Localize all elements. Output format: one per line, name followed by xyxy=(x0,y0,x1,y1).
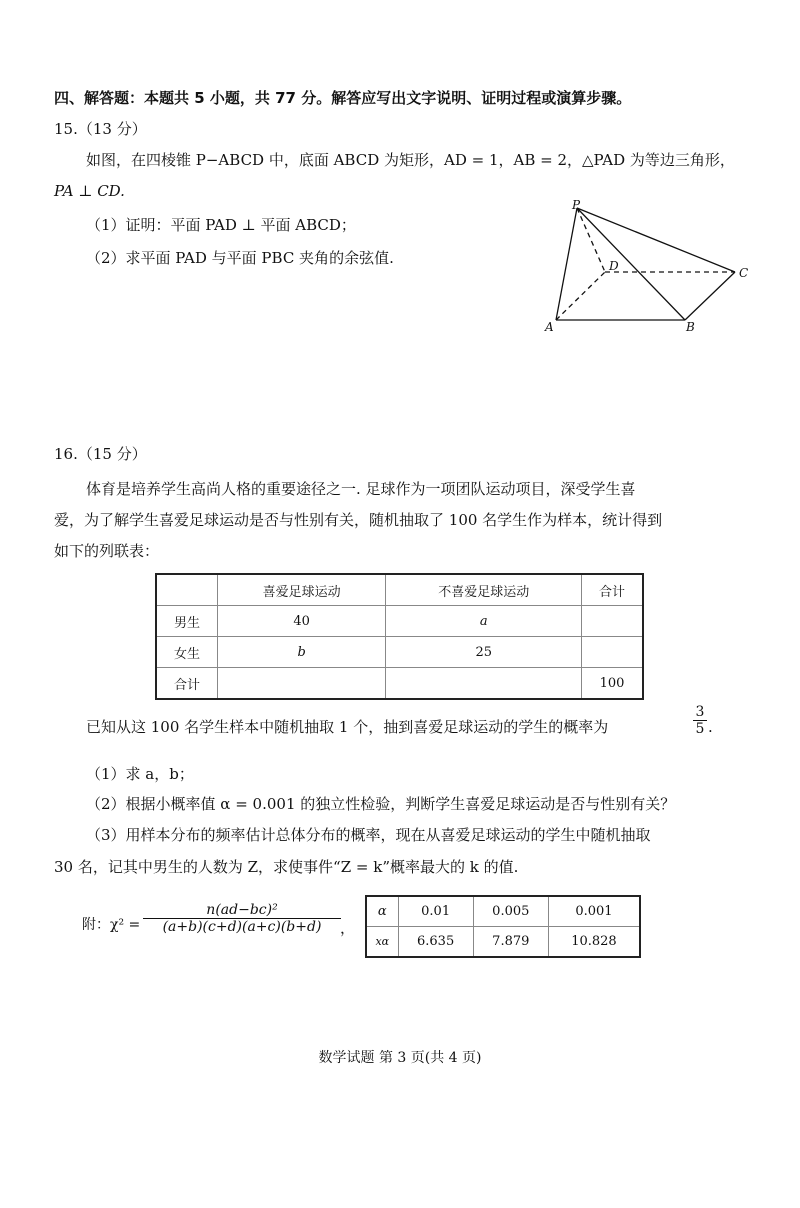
table-row xyxy=(366,896,640,927)
q16-part-1: （1）求 a，b； xyxy=(86,765,194,783)
probability-fraction xyxy=(693,704,707,737)
fraction-denominator: 5 xyxy=(693,720,707,737)
table-cell: 不喜爱足球运动 xyxy=(386,574,582,606)
table-cell: 6.635 xyxy=(398,927,473,958)
q16-part-3-cont: 30 名，记其中男生的人数为 Z，求使事件“Z = k”概率最大的 k 的值. xyxy=(54,858,519,876)
label-c: C xyxy=(739,266,749,280)
critical-value-table xyxy=(365,895,641,958)
table-cell: 25 xyxy=(386,637,582,668)
table-header-row xyxy=(156,574,643,606)
table-row xyxy=(366,927,640,958)
label-d: D xyxy=(609,259,619,273)
q16-part-2: （2）根据小概率值 α = 0.001 的独立性检验，判断学生喜爱足球运动是否与性别有关？ xyxy=(86,795,676,813)
q15-part-2: （2）求平面 PAD 与平面 PBC 夹角的余弦值. xyxy=(86,249,394,267)
formula-numerator: n(ad−bc)² xyxy=(206,902,278,918)
period: . xyxy=(708,718,713,736)
table-cell: 40 xyxy=(217,606,386,637)
q15-part-1: （1）证明：平面 PAD ⊥ 平面 ABCD； xyxy=(86,216,356,234)
table-cell: xα xyxy=(366,927,398,958)
formula-denominator: (a+b)(c+d)(a+c)(b+d) xyxy=(143,918,341,935)
appendix-label: 附：χ² = xyxy=(82,917,141,933)
q16-stem-line: 体育是培养学生高尚人格的重要途径之一. 足球作为一项团队运动项目，深受学生喜 xyxy=(86,480,636,498)
q15-number: 15.（13 分） xyxy=(54,120,147,138)
q16-stem-line: 爱，为了解学生喜爱足球运动是否与性别有关，随机抽取了 100 名学生作为样本，统计得到 xyxy=(54,511,663,529)
table-row xyxy=(156,606,643,637)
q15-stem-line: 如图，在四棱锥 P−ABCD 中，底面 ABCD 为矩形，AD = 1，AB = 2，△PAD 为等边三角形， xyxy=(86,151,735,169)
table-cell: 0.01 xyxy=(398,896,473,927)
fraction-numerator: 3 xyxy=(695,704,705,720)
table-cell: 女生 xyxy=(156,637,217,668)
table-cell: 0.001 xyxy=(548,896,640,927)
q16-number: 16.（15 分） xyxy=(54,445,147,463)
table-cell: b xyxy=(217,637,386,668)
table-cell xyxy=(156,574,217,606)
q16-given: 已知从这 100 名学生样本中随机抽取 1 个，抽到喜爱足球运动的学生的概率为 xyxy=(86,718,609,736)
table-cell xyxy=(217,668,386,700)
table-cell: 0.005 xyxy=(473,896,548,927)
table-row xyxy=(156,668,643,700)
table-cell: 合计 xyxy=(582,574,643,606)
q16-part-3: （3）用样本分布的频率估计总体分布的概率，现在从喜爱足球运动的学生中随机抽取 xyxy=(86,826,651,844)
section-heading: 四、解答题：本题共 5 小题，共 77 分。解答应写出文字说明、证明过程或演算步骤。 xyxy=(54,89,632,107)
table-cell: a xyxy=(386,606,582,637)
label-a: A xyxy=(545,320,554,334)
table-cell xyxy=(582,637,643,668)
page-footer: 数学试题 第 3 页(共 4 页) xyxy=(318,1050,482,1066)
table-cell: 10.828 xyxy=(548,927,640,958)
table-cell: 合计 xyxy=(156,668,217,700)
table-cell: 7.879 xyxy=(473,927,548,958)
table-cell: α xyxy=(366,896,398,927)
comma: ， xyxy=(340,919,356,937)
label-b: B xyxy=(686,320,695,334)
q15-stem-line: PA ⊥ CD. xyxy=(54,182,125,200)
table-cell: 喜爱足球运动 xyxy=(217,574,386,606)
q16-stem-line: 如下的列联表： xyxy=(54,542,160,560)
table-cell xyxy=(582,606,643,637)
table-cell xyxy=(386,668,582,700)
label-p: P xyxy=(572,198,581,212)
table-cell: 100 xyxy=(582,668,643,700)
table-row xyxy=(156,637,643,668)
chi-square-formula xyxy=(143,902,341,935)
table-cell: 男生 xyxy=(156,606,217,637)
contingency-table xyxy=(155,573,644,700)
